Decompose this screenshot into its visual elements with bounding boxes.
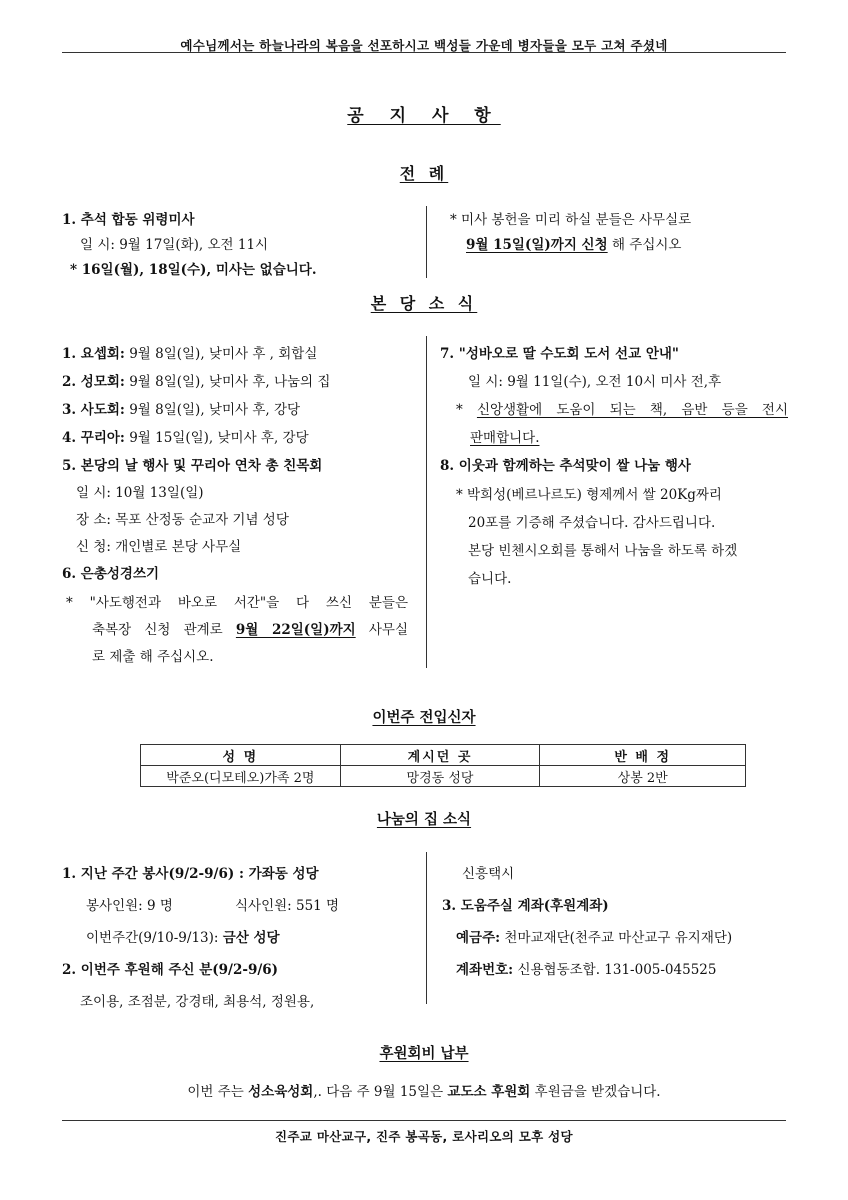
sharing-donor-more: 신흥택시 bbox=[462, 866, 515, 882]
header-rule bbox=[62, 52, 786, 53]
parish-item-2 bbox=[62, 372, 330, 392]
liturgy-item1-note: * 16일(월), 18일(수), 미사는 없습니다. bbox=[70, 262, 317, 278]
parish-item-8-line2: 20포를 기증해 주셨습니다. 감사드립니다. bbox=[468, 515, 716, 531]
sharing-volunteers: 봉사인원: 9 명 bbox=[86, 898, 173, 914]
parish-item-6-line2a: 축복장 신청 관계로 bbox=[92, 622, 236, 638]
parish-item-1 bbox=[62, 344, 317, 364]
sharing-next-label: 이번주간(9/10-9/13): bbox=[86, 930, 223, 946]
liturgy-item1-date: 일 시: 9월 17일(화), 오전 11시 bbox=[80, 237, 269, 253]
parish-item-4-title: 4. 꾸리아: bbox=[62, 430, 125, 446]
parish-item-4 bbox=[62, 428, 309, 448]
sharing-item-3-title: 3. 도움주실 계좌(후원계좌) bbox=[442, 898, 609, 914]
footer-rule bbox=[62, 1120, 786, 1121]
sharing-account-holder bbox=[456, 928, 732, 948]
newcomers-heading: 이번주 전입신자 bbox=[372, 709, 476, 726]
newcomers-header-row bbox=[141, 745, 746, 766]
parish-item-4-detail: 9월 15일(일), 낮미사 후, 강당 bbox=[124, 430, 309, 446]
support-heading: 후원회비 납부 bbox=[379, 1045, 469, 1062]
liturgy-item1-title: 1. 추석 합동 위령미사 bbox=[62, 212, 195, 228]
parish-item-5-place: 장 소: 목포 산정동 순교자 기념 성당 bbox=[76, 512, 289, 528]
sharing-next-place: 금산 성당 bbox=[222, 930, 280, 946]
parish-item-3-title: 3. 사도회: bbox=[62, 402, 125, 418]
newcomers-table bbox=[140, 744, 746, 787]
support-group-2: 교도소 후원회 bbox=[447, 1084, 531, 1100]
sharing-divider bbox=[426, 852, 427, 1004]
support-text-3: 후원금을 받겠습니다. bbox=[530, 1084, 661, 1100]
parish-item-3 bbox=[62, 400, 300, 420]
support-group-1: 성소육성회 bbox=[248, 1084, 314, 1100]
liturgy-deadline: 9월 15일(일)까지 신청 bbox=[466, 237, 608, 253]
parish-item-8-title: 8. 이웃과 함께하는 추석맞이 쌀 나눔 행사 bbox=[440, 458, 691, 474]
liturgy-divider bbox=[426, 206, 427, 278]
sharing-holder-label: 예금주: bbox=[456, 930, 501, 946]
parish-item-6-line2c: 사무실 bbox=[355, 622, 408, 638]
parish-item-6-line1: * "사도행전과 바오로 서간"을 다 쓰신 분들은 bbox=[66, 595, 408, 611]
table-row bbox=[141, 766, 746, 787]
parish-item-8-line4: 습니다. bbox=[468, 571, 512, 587]
newcomers-col-name: 성 명 bbox=[141, 745, 341, 766]
newcomers-cell-from: 망경동 성당 bbox=[340, 766, 540, 787]
sharing-item-1 bbox=[62, 864, 319, 884]
liturgy-right-line2 bbox=[466, 235, 681, 255]
sharing-heading: 나눔의 집 소식 bbox=[376, 811, 472, 828]
page-header: 예수님께서는 하늘나라의 복음을 선포하시고 백성들 가운데 병자들을 모두 고쳐 주셨네 bbox=[180, 38, 668, 53]
sharing-acct-label: 계좌번호: bbox=[456, 962, 514, 978]
parish-item-5-title: 5. 본당의 날 행사 및 꾸리아 연차 총 친목회 bbox=[62, 458, 323, 474]
parish-item-5-apply: 신 청: 개인별로 본당 사무실 bbox=[76, 539, 242, 555]
sharing-item-1-title: 1. 지난 주간 봉사(9/2-9/6) : bbox=[62, 866, 249, 882]
sharing-meals: 식사인원: 551 명 bbox=[235, 898, 340, 914]
sharing-next-week bbox=[86, 928, 280, 948]
liturgy-right-line1: * 미사 봉헌을 미리 하실 분들은 사무실로 bbox=[450, 212, 692, 228]
liturgy-heading: 전 례 bbox=[399, 164, 449, 183]
parish-item-8-line3: 본당 빈첸시오회를 통해서 나눔을 하도록 하겠 bbox=[468, 543, 738, 559]
parish-item-2-detail: 9월 8일(일), 낮미사 후, 나눔의 집 bbox=[124, 374, 331, 390]
sharing-holder-value: 천마교재단(천주교 마산교구 유지재단) bbox=[500, 930, 733, 946]
newcomers-cell-group: 상봉 2반 bbox=[540, 766, 746, 787]
liturgy-right-tail: 해 주십시오 bbox=[607, 237, 682, 253]
parish-heading: 본 당 소 식 bbox=[370, 294, 478, 313]
parish-item-1-title: 1. 요셉회: bbox=[62, 346, 125, 362]
parish-item-5-date: 일 시: 10월 13일(일) bbox=[76, 485, 204, 501]
parish-item-7-title: 7. "성바오로 딸 수도회 도서 선교 안내" bbox=[440, 346, 679, 362]
sharing-donors: 조이용, 조점분, 강경태, 최용석, 정원용, bbox=[80, 994, 315, 1010]
parish-item-2-title: 2. 성모회: bbox=[62, 374, 125, 390]
newcomers-col-group: 반 배 정 bbox=[540, 745, 746, 766]
parish-item-7-date: 일 시: 9월 11일(수), 오전 10시 미사 전,후 bbox=[468, 374, 722, 390]
parish-item-7-line1 bbox=[456, 400, 788, 420]
parish-divider bbox=[426, 336, 427, 668]
parish-item-6-deadline: 9월 22일(일)까지 bbox=[235, 622, 356, 638]
parish-item-7-line2: 판매합니다. bbox=[470, 430, 540, 446]
parish-item-6-title: 6. 은총성경쓰기 bbox=[62, 566, 160, 582]
parish-item-7-bullet: * bbox=[456, 402, 477, 418]
parish-item-7-text: 신앙생활에 도움이 되는 책, 음반 등을 전시 bbox=[476, 402, 788, 418]
newcomers-col-from: 계시던 곳 bbox=[340, 745, 540, 766]
support-text-2: ,. 다음 주 9월 15일은 bbox=[313, 1084, 448, 1100]
parish-item-6-line3: 로 제출 해 주십시오. bbox=[92, 649, 214, 665]
support-text-1: 이번 주는 bbox=[187, 1084, 249, 1100]
parish-item-3-detail: 9월 8일(일), 낮미사 후, 강당 bbox=[124, 402, 301, 418]
sharing-item-1-place: 가좌동 성당 bbox=[248, 866, 319, 882]
parish-item-6-line2 bbox=[92, 620, 408, 640]
newcomers-cell-name: 박준오(디모테오)가족 2명 bbox=[141, 766, 341, 787]
sharing-account-number bbox=[456, 960, 716, 980]
support-notice bbox=[0, 1082, 848, 1102]
page-footer: 진주교 마산교구, 진주 봉곡동, 로사리오의 모후 성당 bbox=[275, 1129, 573, 1144]
parish-item-8-line1: * 박희성(베르나르도) 형제께서 쌀 20Kg짜리 bbox=[456, 487, 722, 503]
sharing-item-2-title: 2. 이번주 후원해 주신 분(9/2-9/6) bbox=[62, 962, 279, 978]
parish-item-1-detail: 9월 8일(일), 낮미사 후 , 회합실 bbox=[124, 346, 318, 362]
sharing-acct-value: 신용협동조합. 131-005-045525 bbox=[513, 962, 717, 978]
page-title: 공 지 사 항 bbox=[347, 106, 501, 126]
